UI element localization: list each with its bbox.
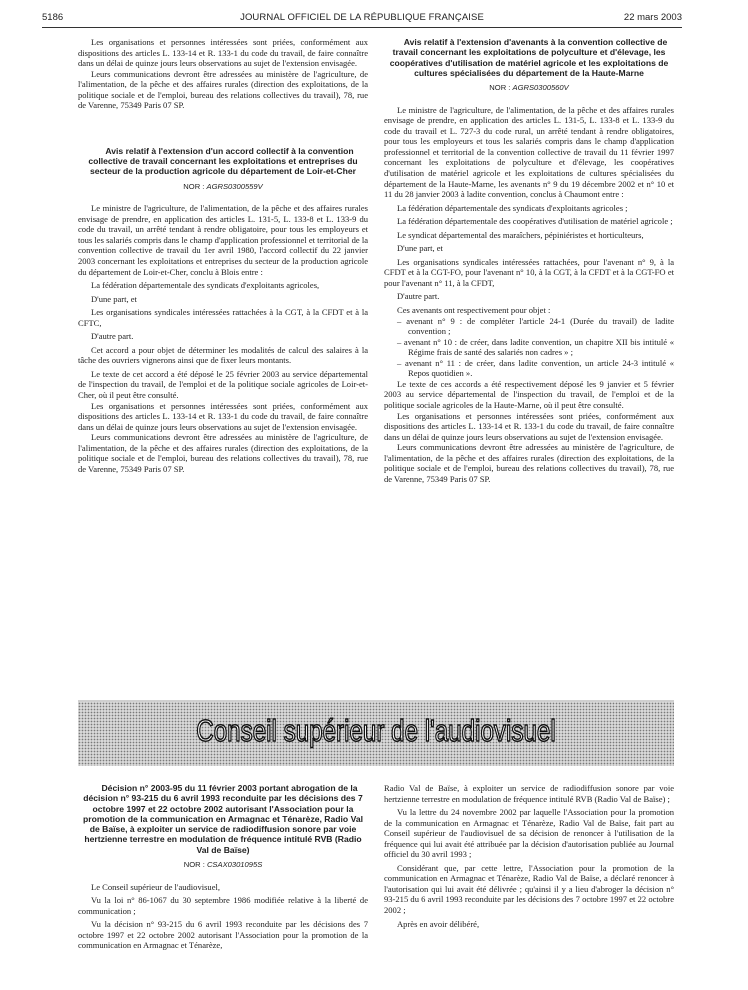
paragraph: Leurs communications devront être adressées au ministère de l'agriculture, de l'alimentation, de la pêche et des affaires rurales (direction des exploitations, de la politique sociale et de l'emploi, bureau des relations collectives du travail), 78, rue de Varenne, 75349 Paris 07 SP. (78, 432, 368, 474)
nor-label: NOR : (183, 860, 205, 870)
paragraph: D'autre part. (91, 331, 134, 342)
section-title: Conseil supérieur de l'audiovisuel (196, 713, 556, 748)
paragraph: D'une part, et (91, 293, 137, 304)
left-column-top (78, 37, 368, 474)
paragraph: Le syndicat départemental des maraîchers, pépiniéristes et horticulteurs, (397, 229, 644, 240)
paragraph: Le ministre de l'agriculture, de l'alimentation, de la pêche et des affaires rurales envisage de prendre, en application des articles L. 131-5, L. 133-8 et L. 133-9 du code du travail et L. 727-3 du code rural, un arrêté tendant à rendre obligatoires, pour tous les employeurs et tous les salariés compris dans le champ d'application professionnel et territorial de la convention collective de travail du 11 février 1997 concernant les exploitations de polyculture et d'élevage, les coopératives d'utilisation de matériel agricole et les exploitations de cultures spécialisées du département de la Haute-Marne, les avenants n° 9 du 19 décembre 2002 et n° 10 et 11 du 28 janvier 2003 à ladite convention, conclus à Chaumont entre : (384, 104, 674, 200)
paragraph: Vu la décision n° 93-215 du 6 avril 1993 reconduite par les décisions des 7 octobre 1997 et 22 octobre 2002 autorisant l'Association pour la promotion de la communication en Armagnac et Ténarèze, (78, 919, 368, 951)
paragraph: Les organisations et personnes intéressées sont priées, conformément aux dispositions des articles L. 133-14 et R. 133-1 du code du travail, de faire connaître dans un délai de quinze jours leurs observations au sujet de l'extension envisagée. (78, 37, 368, 69)
paragraph: Le texte de ces accords a été respectivement déposé les 9 janvier et 5 février 2003 au service départemental de l'inspection du travail, de l'emploi et de la politique sociale agricoles de la Haute-Marne, où il peut être consulté. (384, 378, 674, 410)
header-rule (42, 27, 682, 28)
paragraph: Considérant que, par cette lettre, l'Association pour la promotion de la communication en Armagnac et Ténarèze, Radio Val de Baïse, a déclaré renoncer à l'autorisation qui lui avait été délivrée ; qu'ainsi il y a lieu d'abroger la décision n° 93-215 du 6 avril 1993 reconduite par les décisions des 7 octobre 1997 et 22 octobre 2002 ; (384, 862, 674, 916)
spacer (78, 111, 368, 146)
paragraph: Les organisations et personnes intéressées sont priées, conformément aux dispositions des articles L. 133-14 et R. 133-1 du code du travail, de faire connaître dans un délai de quinze jours leurs observations au sujet de l'extension envisagée. (78, 400, 368, 432)
right-column-bottom (384, 783, 674, 929)
section-banner (78, 700, 674, 766)
nor-code: CSAX0301095S (206, 860, 263, 870)
paragraph: D'une part, et (397, 243, 443, 254)
journal-title: JOURNAL OFFICIEL DE LA RÉPUBLIQUE FRANÇAISE (240, 12, 484, 23)
paragraph: Leurs communications devront être adressées au ministère de l'agriculture, de l'alimentation, de la pêche et des affaires rurales (direction des exploitations, de la politique sociale et de l'emploi, bureau des relations collectives du travail), 78, rue de Varenne, 75349 Paris 07 SP. (78, 68, 368, 111)
nor-label: NOR : (489, 83, 511, 93)
nor-line (78, 860, 368, 871)
running-header (42, 10, 682, 26)
nor-line (384, 83, 674, 94)
paragraph: Les organisations syndicales intéressées rattachées, pour l'avenant n° 9, à la CFDT et à la CGT-FO, pour l'avenant n° 10, à la CGT, à la CFDT et à la CGT-FO et pour l'avenant n° 11, à la CFDT, (384, 256, 674, 288)
paragraph: Le ministre de l'agriculture, de l'alimentation, de la pêche et des affaires rurales envisage de prendre, en application des articles L. 131-5, L. 133-8 et L. 133-9 du code du travail, un arrêté tendant à rendre obligatoire, pour tous les employeurs et tous les salariés compris dans le champ d'application professionnel et territorial de la convention collective de travail du 1er avril 1980, l'accord collectif du 22 janvier 2003 concernant les exploitations et entreprises du secteur de la production agricole du département de Loir-et-Cher, conclu à Blois entre : (78, 203, 368, 277)
paragraph: Les organisations syndicales intéressées rattachées à la CGT, à la CFDT et à la CFTC, (78, 307, 368, 328)
avis-haute-marne-title: Avis relatif à l'extension d'avenants à la convention collective de travail concernant les exploitations de polyculture et d'élevage, les coopératives d'utilisation de matériel agricole et les exploitations de cultures spécialisées du département de la Haute-Marne (389, 37, 669, 78)
left-column-bottom (78, 783, 368, 951)
paragraph: Vu la lettre du 24 novembre 2002 par laquelle l'Association pour la promotion de la communication en Armagnac et Ténarèze, Radio Val de Baïse, fait part au Conseil supérieur de l'audiovisuel de sa décision de renoncer à l'utilisation de la fréquence qui lui avait été attribuée par la décision d'autorisation publiée au Journal officiel du 30 avril 1993 ; (384, 807, 674, 860)
paragraph: Cet accord a pour objet de déterminer les modalités de calcul des salaires à la tâche des ouvriers vignerons ainsi que de fixer leurs montants. (78, 344, 368, 366)
nor-label: NOR : (183, 181, 205, 191)
nor-line (78, 182, 368, 193)
paragraph: Vu la loi n° 86-1067 du 30 septembre 1986 modifiée relative à la liberté de communication ; (78, 895, 368, 916)
list-item: – avenant n° 11 : de créer, dans ladite convention, un article 24-3 intitulé « Repos quotidien ». (384, 358, 674, 379)
right-column-top (384, 37, 674, 484)
issue-date: 22 mars 2003 (623, 12, 682, 23)
nor-code: AGRS0300559V (206, 181, 263, 191)
page-number: 5186 (42, 12, 64, 23)
nor-code: AGRS0300560V (512, 83, 569, 93)
list-item: – avenant n° 9 : de compléter l'article 24-1 (Durée du travail) de ladite convention ; (384, 316, 674, 337)
paragraph: Radio Val de Baïse, à exploiter un service de radiodiffusion sonore par voie hertzienne terrestre en modulation de fréquence intitulé RVB (Radio Val de Baïse) ; (384, 783, 674, 804)
paragraph: La fédération départementale des syndicats d'exploitants agricoles ; (397, 202, 628, 213)
paragraph: Les organisations et personnes intéressées sont priées, conformément aux dispositions des articles L. 133-14 et R. 133-1 du code du travail, de faire connaître dans un délai de quinze jours leurs observations au sujet de l'extension envisagée. (384, 410, 674, 442)
paragraph: La fédération départementale des syndicats d'exploitants agricoles, (91, 280, 320, 291)
list-item: – avenant n° 10 : de créer, dans ladite convention, un chapitre XII bis intitulé « Régime frais de santé des salariés non cadres » ; (384, 337, 674, 358)
avis-loir-et-cher-title: Avis relatif à l'extension d'un accord collectif à la convention collective de travail concernant les exploitations et entreprises du secteur de la production agricole du département de Loir-et-Cher (88, 145, 358, 177)
paragraph: La fédération départementale des coopératives d'utilisation de matériel agricole ; (397, 216, 673, 227)
paragraph: Leurs communications devront être adressées au ministère de l'agriculture, de l'alimentation, de la pêche et des affaires rurales (direction des exploitations, de la politique sociale et de l'emploi, bureau des relations collectives du travail), 78, rue de Varenne, 75349 Paris 07 SP. (384, 442, 674, 484)
paragraph: D'autre part. (397, 291, 440, 302)
paragraph: Ces avenants ont respectivement pour objet : (397, 305, 551, 316)
paragraph: Le Conseil supérieur de l'audiovisuel, (91, 881, 221, 892)
paragraph: Après en avoir délibéré, (397, 918, 480, 929)
decision-title: Décision n° 2003-95 du 11 février 2003 portant abrogation de la décision n° 93-215 du 6 avril 1993 reconduite par les décisions des 7 octobre 1997 et 22 octobre 2002 autorisant l'Association pour la promotion de la communication en Armagnac et Ténarèze, Radio Val de Baïse, à exploiter un service de radiodiffusion sonore par voie hertzienne terrestre en modulation de fréquence intitulé RVB (Radio Val de Baïse) (83, 783, 363, 855)
paragraph: Le texte de cet accord a été déposé le 25 février 2003 au service départemental de l'inspection du travail, de l'emploi et de la politique sociale agricoles de Loir-et-Cher, où il peut être consulté. (78, 368, 368, 401)
